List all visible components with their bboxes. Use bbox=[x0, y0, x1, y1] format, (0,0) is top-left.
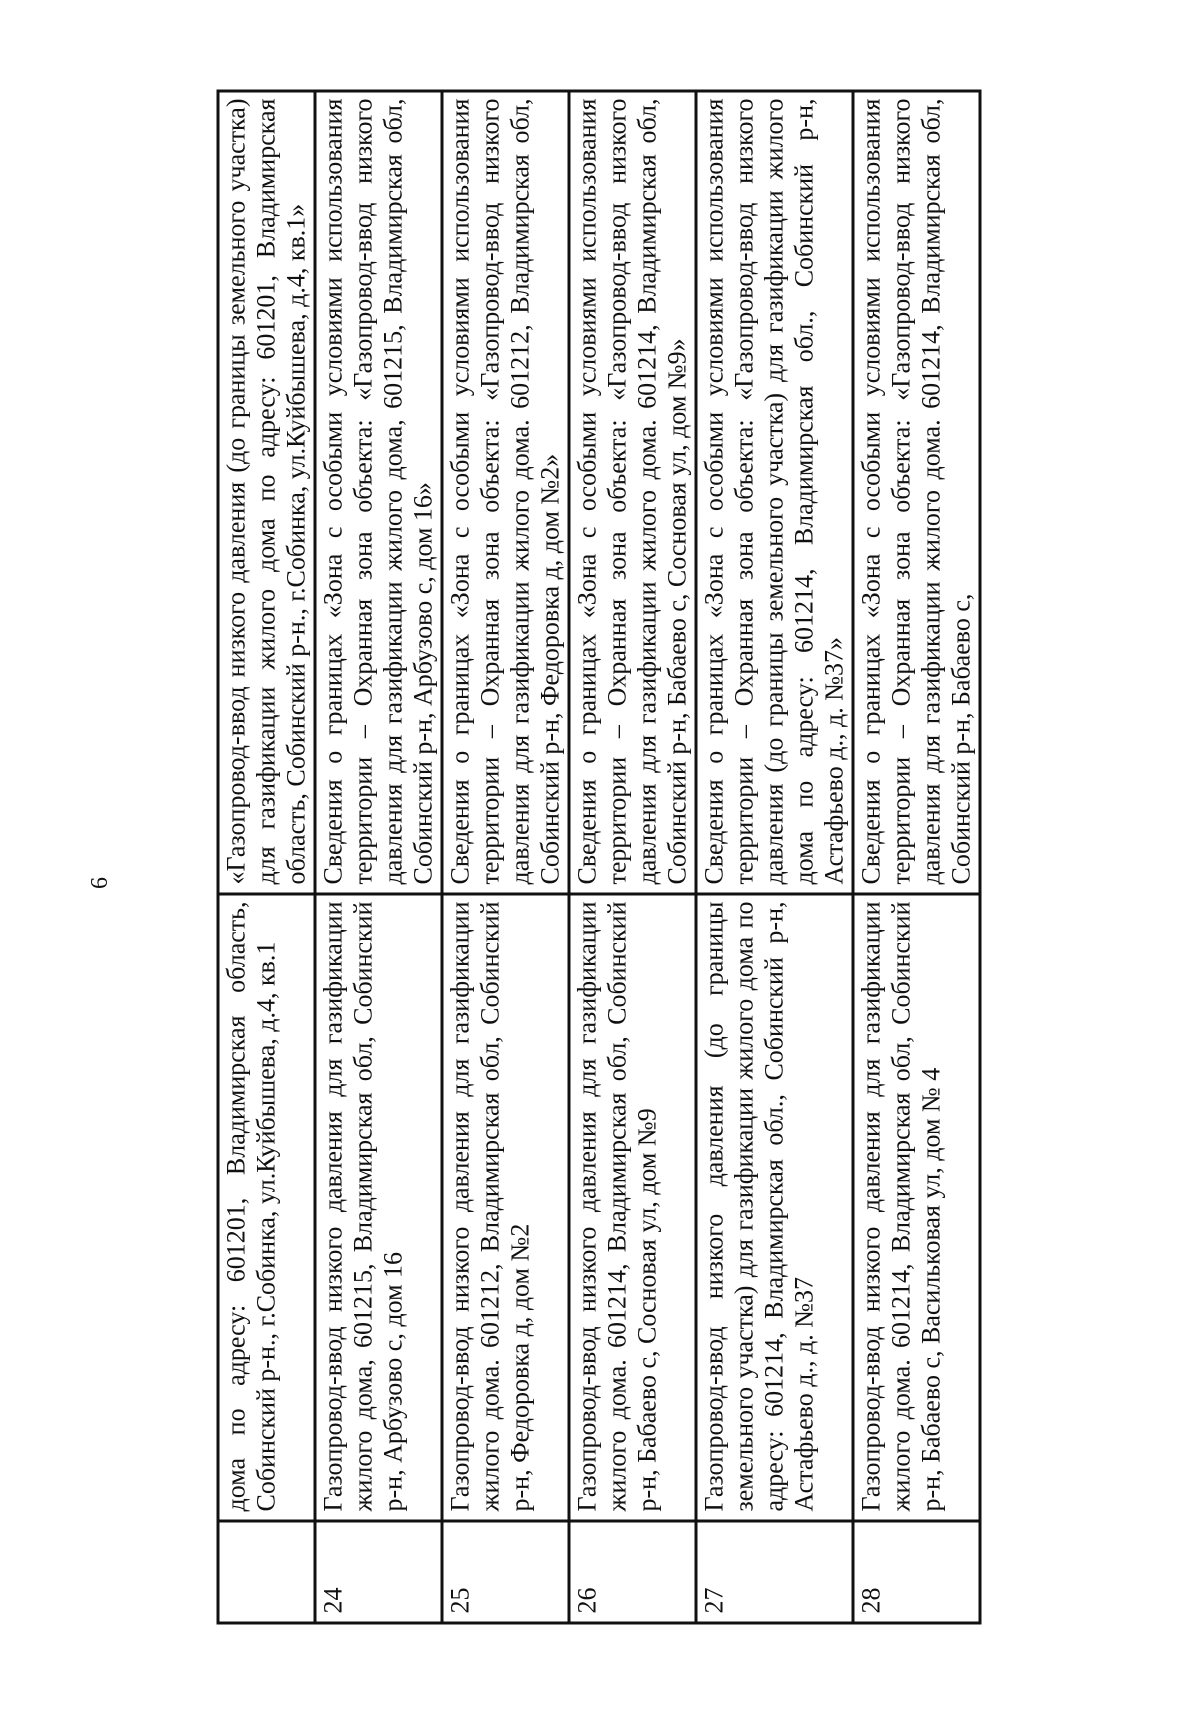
zone-info-cell: Сведения о границах «Зона с особыми условиями использования территории – Охранная зона объекта: «Газопровод-ввод низкого давления для газификации жилого дома. 601212, Владимирская обл, Собинский р-н, Федоровка д, дом №2» bbox=[442, 91, 569, 894]
rotated-table-container bbox=[217, 90, 1111, 1625]
row-number-cell: 25 bbox=[442, 1521, 569, 1623]
row-number-cell: 28 bbox=[853, 1521, 980, 1623]
object-description-cell: Газопровод-ввод низкого давления (до границы земельного участка) для газификации жилого дома по адресу: 601214, Владимирская обл., Собинский р-н, Астафьево д., д. №37 bbox=[696, 894, 853, 1521]
object-description-cell: дома по адресу: 601201, Владимирская область, Собинский р-н., г.Собинка, ул.Куйбышева, д.4, кв.1 bbox=[218, 894, 315, 1521]
table-row bbox=[442, 91, 569, 1623]
object-description-cell: Газопровод-ввод низкого давления для газификации жилого дома. 601212, Владимирская обл, Собинский р-н, Федоровка д, дом №2 bbox=[442, 894, 569, 1521]
row-number-cell: 26 bbox=[569, 1521, 696, 1623]
object-description-cell: Газопровод-ввод низкого давления для газификации жилого дома. 601214, Владимирская обл, Собинский р-н, Бабаево с, Васильковая ул, дом № 4 bbox=[853, 894, 980, 1521]
zone-info-cell: Сведения о границах «Зона с особыми условиями использования территории – Охранная зона объекта: «Газопровод-ввод низкого давления (до границы земельного участка) для газификации жилого дома по адресу: 601214, Владимирская обл., Собинский р-н, Астафьево д., д. №37» bbox=[696, 91, 853, 894]
table-row bbox=[569, 91, 696, 1623]
zones-table bbox=[217, 90, 982, 1625]
zone-info-cell: «Газопровод-ввод низкого давления (до границы земельного участка) для газификации жилого дома по адресу: 601201, Владимирская область, Собинский р-н., г.Собинка, ул.Куйбышева, д.4, кв.1» bbox=[218, 91, 315, 894]
zone-info-cell: Сведения о границах «Зона с особыми условиями использования территории – Охранная зона объекта: «Газопровод-ввод низкого давления для газификации жилого дома. 601214, Владимирская обл, Собинский р-н, Бабаево с, bbox=[853, 91, 980, 894]
table-row bbox=[218, 91, 315, 1623]
row-number-cell: 27 bbox=[696, 1521, 853, 1623]
zone-info-cell: Сведения о границах «Зона с особыми условиями использования территории – Охранная зона объекта: «Газопровод-ввод низкого давления для газификации жилого дома. 601214, Владимирская обл, Собинский р-н, Бабаево с, Сосновая ул, дом №9» bbox=[569, 91, 696, 894]
object-description-cell: Газопровод-ввод низкого давления для газификации жилого дома. 601214, Владимирская обл, Собинский р-н, Бабаево с, Сосновая ул, дом №9 bbox=[569, 894, 696, 1521]
row-number-cell: 24 bbox=[315, 1521, 442, 1623]
page-number: 6 bbox=[87, 877, 113, 889]
object-description-cell: Газопровод-ввод низкого давления для газификации жилого дома, 601215, Владимирская обл, Собинский р-н, Арбузово с, дом 16 bbox=[315, 894, 442, 1521]
row-number-cell bbox=[218, 1521, 315, 1623]
table-row bbox=[315, 91, 442, 1623]
table-row bbox=[853, 91, 980, 1623]
zone-info-cell: Сведения о границах «Зона с особыми условиями использования территории – Охранная зона объекта: «Газопровод-ввод низкого давления для газификации жилого дома, 601215, Владимирская обл, Собинский р-н, Арбузово с, дом 16» bbox=[315, 91, 442, 894]
table-row bbox=[696, 91, 853, 1623]
